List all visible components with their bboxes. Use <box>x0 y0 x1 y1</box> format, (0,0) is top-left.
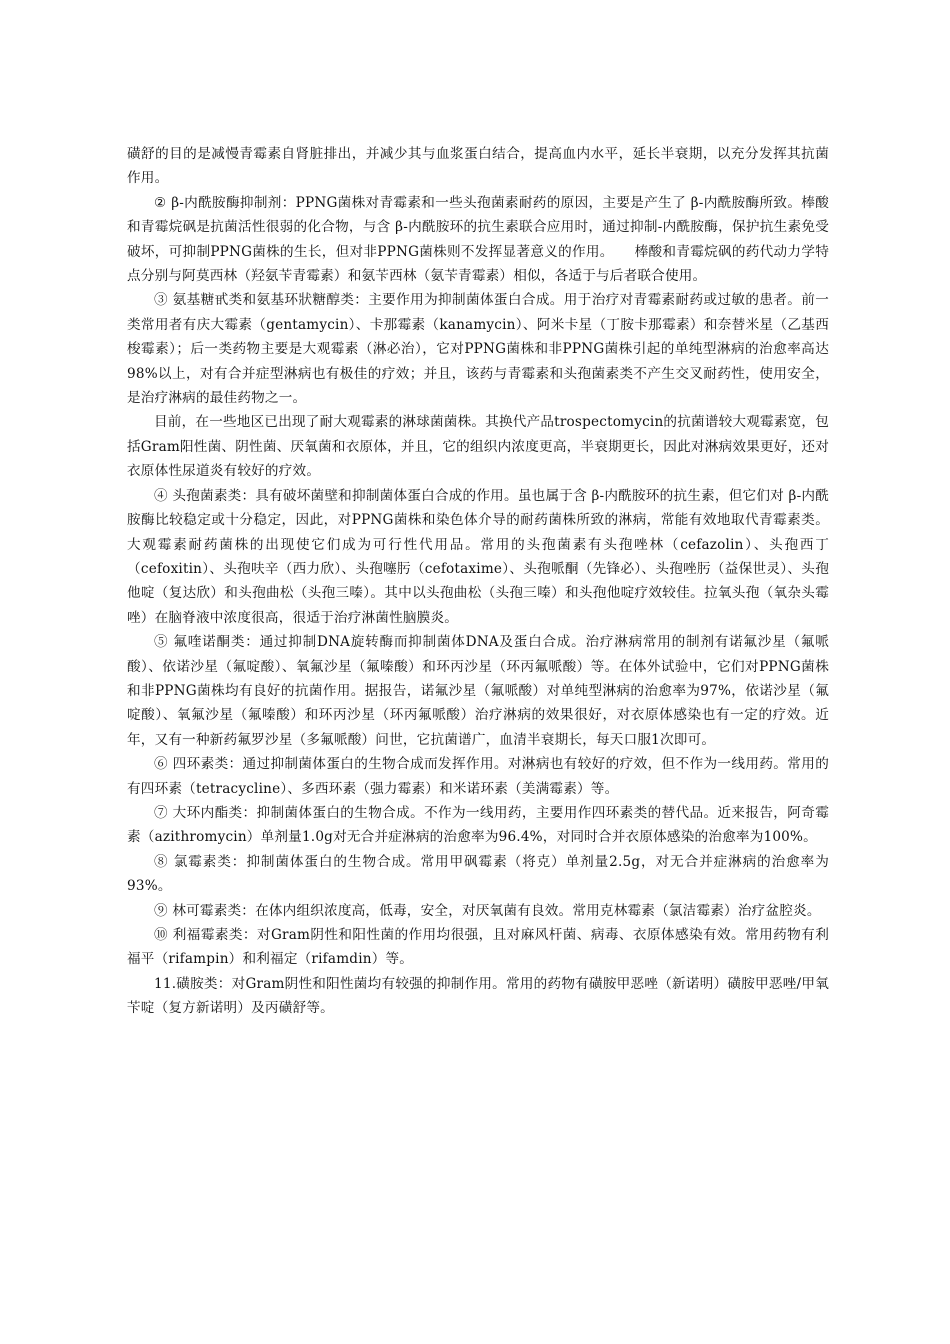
paragraph-chloramphenicols: ⑧ 氯霉素类：抑制菌体蛋白的生物合成。常用甲砜霉素（将克）单剂量2.5g，对无合并症淋病的治愈率为93%。 <box>127 853 829 895</box>
paragraph-sulfonamides: 11.磺胺类：对Gram阴性和阳性菌均有较强的抑制作用。常用的药物有磺胺甲恶唑（新诺明）磺胺甲恶唑/甲氧苄啶（复方新诺明）及丙磺舒等。 <box>127 975 829 1017</box>
paragraph-rifamycins: ⑩ 利福霉素类：对Gram阴性和阳性菌的作用均很强，且对麻风杆菌、病毒、衣原体感染有效。常用药物有利福平（rifampin）和利福定（rifamdin）等。 <box>127 927 829 968</box>
paragraph-lincomycins: ⑨ 林可霉素类：在体内组织浓度高，低毒，安全，对厌氧菌有良效。常用克林霉素（氯洁霉素）治疗盆腔炎。 <box>154 902 821 919</box>
paragraph-macrolides: ⑦ 大环内酯类：抑制菌体蛋白的生物合成。不作为一线用药，主要用作四环素类的替代品。近来报告，阿奇霉素（azithromycin）单剂量1.0g对无合并症淋病的治愈率为96.4%，对同时合并衣原体感染的治愈率为100%。 <box>127 804 829 846</box>
paragraph-aminoglycosides: ③ 氨基糖甙类和氨基环狀糖醇类：主要作用为抑制菌体蛋白合成。用于治疗对青霉素耐药或过敏的患者。前一类常用者有庆大霉素（gentamycin）、卡那霉素（kanamycin）、阿米卡星（丁胺卡那霉素）和奈替米星（乙基西梭霉素）；后一类药物主要是大观霉素（淋必治），它对PPNG菌株和非PPNG菌株引起的单纯型淋病的治愈率高达98%以上，对有合并症型淋病也有极佳的疗效；并且，该药与青霉素和头孢菌素类不产生交叉耐药性，使用安全，是治疗淋病的最佳药物之一。 <box>127 292 829 407</box>
document-page <box>127 142 829 1021</box>
paragraph-beta-lactamase-inhibitors: ② β-内酰胺酶抑制剂：PPNG菌株对青霉素和一些头孢菌素耐药的原因，主要是产生了 β-内酰胺酶所致。棒酸和青霉烷砜是抗菌活性很弱的化合物，与含 β-内酰胺环的抗生素联合应用时，通过抑制-内酰胺酶，保护抗生素免受破坏，可抑制PPNG菌株的生长，但对非PPNG菌株则不发挥显著意义的作用。 棒酸和青霉烷砜的药代动力学特点分别与阿莫西林（羟氨苄青霉素）和氨苄西林（氨苄青霉素）相似，各适于与后者联合使用。 <box>127 194 829 285</box>
paragraph-probenecid-purpose: 磺舒的目的是减慢青霉素自肾脏排出，并减少其与血浆蛋白结合，提高血内水平，延长半衰期，以充分发挥其抗菌作用。 <box>127 146 829 187</box>
paragraph-cephalosporins: ④ 头孢菌素类：具有破坏菌壁和抑制菌体蛋白合成的作用。虽也属于含 β-内酰胺环的抗生素，但它们对 β-内酰胺酶比较稳定或十分稳定，因此，对PPNG菌株和染色体介导的耐药菌株所致的淋病，常能有效地取代青霉素类。大观霉素耐药菌株的出现使它们成为可行性代用品。常用的头孢菌素有头孢唑林（cefazolin）、头孢西丁（cefoxitin）、头孢呋辛（西力欣）、头孢噻肟（cefotaxime）、头孢哌酮（先锋必）、头孢唑肟（益保世灵）、头孢他啶（复达欣）和头孢曲松（头孢三嗪）。其中以头孢曲松（头孢三嗪）和头孢他啶疗效较佳。拉氧头孢（氧杂头霉唑）在脑脊液中浓度很高，很适于治疗淋菌性脑膜炎。 <box>127 487 829 626</box>
paragraph-fluoroquinolones: ⑤ 氟喹诺酮类：通过抑制DNA旋转酶而抑制菌体DNA及蛋白合成。治疗淋病常用的制剂有诺氟沙星（氟哌酸）、依诺沙星（氟啶酸）、氧氟沙星（氟嗪酸）和环丙沙星（环丙氟哌酸）等。在体外试验中，它们对PPNG菌株和非PPNG菌株均有良好的抗菌作用。据报告，诺氟沙星（氟哌酸）对单纯型淋病的治愈率为97%，依诺沙星（氟啶酸）、氧氟沙星（氟嗪酸）和环丙沙星（环丙氟哌酸）治疗淋病的效果很好，对衣原体感染也有一定的疗效。近年，又有一种新药氟罗沙星（多氟哌酸）问世，它抗菌谱广，血清半衰期长，每天口服1次即可。 <box>127 634 829 748</box>
paragraph-spectinomycin-resistance: 目前，在一些地区已出现了耐大观霉素的淋球菌菌株。其换代产品trospectomycin的抗菌谱较大观霉素宽，包括Gram阳性菌、阴性菌、厌氧菌和衣原体，并且，它的组织内浓度更高，半衰期更长，因此对淋病效果更好，还对衣原体性尿道炎有较好的疗效。 <box>127 414 829 480</box>
paragraph-tetracyclines: ⑥ 四环素类：通过抑制菌体蛋白的生物合成而发挥作用。对淋病也有较好的疗效，但不作为一线用药。常用的有四环素（tetracycline）、多西环素（强力霉素）和米诺环素（美满霉素）等。 <box>127 756 829 797</box>
